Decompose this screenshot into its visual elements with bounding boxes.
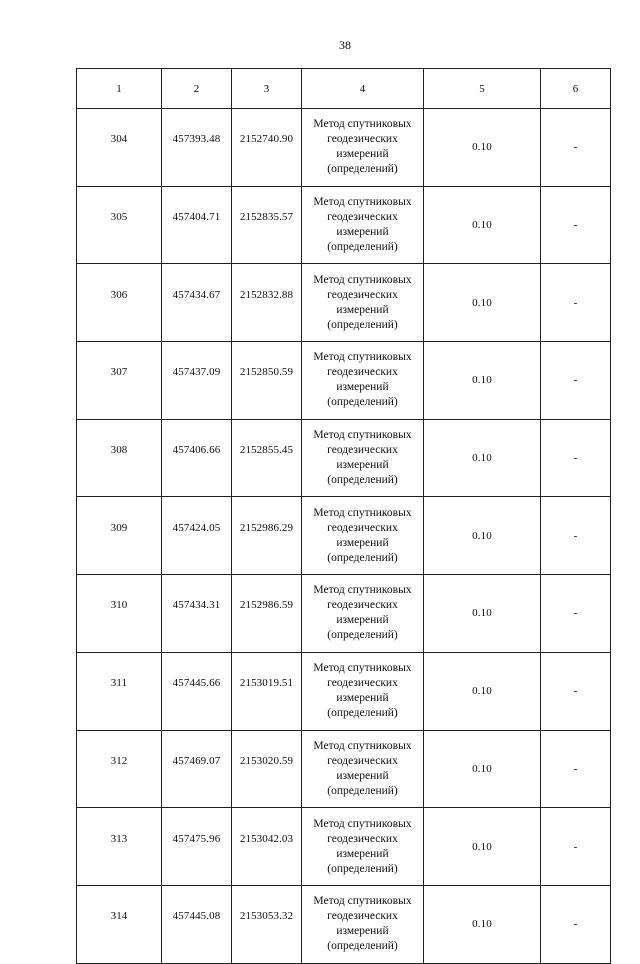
column-header-6: 6 xyxy=(541,69,611,109)
y-coordinate-cell: 2152740.90 xyxy=(232,109,302,187)
point-number-cell: 308 xyxy=(77,419,162,497)
table-body xyxy=(77,109,611,964)
table-row xyxy=(77,652,611,730)
description-cell: - xyxy=(541,109,611,187)
column-header-3: 3 xyxy=(232,69,302,109)
method-text: Метод спутниковых геодезических измерений (определений) xyxy=(313,118,412,176)
point-number-cell: 307 xyxy=(77,342,162,420)
x-coordinate-cell: 457469.07 xyxy=(162,730,232,808)
column-header-1: 1 xyxy=(77,69,162,109)
coordinates-table xyxy=(76,68,611,964)
y-coordinate-cell: 2153019.51 xyxy=(232,652,302,730)
description-cell: - xyxy=(541,264,611,342)
description-cell: - xyxy=(541,575,611,653)
method-cell xyxy=(302,109,424,187)
x-coordinate-cell: 457406.66 xyxy=(162,419,232,497)
x-coordinate-cell: 457404.71 xyxy=(162,186,232,264)
method-text: Метод спутниковых геодезических измерений (определений) xyxy=(313,662,412,720)
table-row xyxy=(77,808,611,886)
description-cell: - xyxy=(541,419,611,497)
method-text: Метод спутниковых геодезических измерений (определений) xyxy=(313,895,412,953)
description-cell: - xyxy=(541,342,611,420)
point-number-cell: 305 xyxy=(77,186,162,264)
column-header-4: 4 xyxy=(302,69,424,109)
table-row xyxy=(77,885,611,963)
point-number-cell: 311 xyxy=(77,652,162,730)
y-coordinate-cell: 2153042.03 xyxy=(232,808,302,886)
accuracy-cell: 0.10 xyxy=(424,342,541,420)
point-number-cell: 312 xyxy=(77,730,162,808)
description-cell: - xyxy=(541,885,611,963)
description-cell: - xyxy=(541,186,611,264)
y-coordinate-cell: 2153020.59 xyxy=(232,730,302,808)
x-coordinate-cell: 457424.05 xyxy=(162,497,232,575)
method-text: Метод спутниковых геодезических измерений (определений) xyxy=(313,273,412,331)
y-coordinate-cell: 2152986.29 xyxy=(232,497,302,575)
method-cell xyxy=(302,575,424,653)
point-number-cell: 313 xyxy=(77,808,162,886)
y-coordinate-cell: 2152832.88 xyxy=(232,264,302,342)
y-coordinate-cell: 2152855.45 xyxy=(232,419,302,497)
method-cell xyxy=(302,497,424,575)
method-cell xyxy=(302,730,424,808)
y-coordinate-cell: 2152835.57 xyxy=(232,186,302,264)
table-row xyxy=(77,109,611,187)
description-cell: - xyxy=(541,652,611,730)
x-coordinate-cell: 457475.96 xyxy=(162,808,232,886)
y-coordinate-cell: 2153053.32 xyxy=(232,885,302,963)
column-header-2: 2 xyxy=(162,69,232,109)
table-row xyxy=(77,264,611,342)
method-text: Метод спутниковых геодезических измерений (определений) xyxy=(313,351,412,409)
description-cell: - xyxy=(541,730,611,808)
x-coordinate-cell: 457434.31 xyxy=(162,575,232,653)
table-row xyxy=(77,419,611,497)
table-row xyxy=(77,342,611,420)
x-coordinate-cell: 457445.66 xyxy=(162,652,232,730)
method-cell xyxy=(302,342,424,420)
accuracy-cell: 0.10 xyxy=(424,808,541,886)
accuracy-cell: 0.10 xyxy=(424,264,541,342)
table-header-row xyxy=(77,69,611,109)
method-text: Метод спутниковых геодезических измерений (определений) xyxy=(313,584,412,642)
method-text: Метод спутниковых геодезических измерений (определений) xyxy=(313,196,412,254)
description-cell: - xyxy=(541,497,611,575)
method-cell xyxy=(302,419,424,497)
x-coordinate-cell: 457437.09 xyxy=(162,342,232,420)
table-row xyxy=(77,186,611,264)
x-coordinate-cell: 457434.67 xyxy=(162,264,232,342)
method-text: Метод спутниковых геодезических измерений (определений) xyxy=(313,429,412,487)
method-cell xyxy=(302,186,424,264)
table-row xyxy=(77,575,611,653)
method-cell xyxy=(302,808,424,886)
method-cell xyxy=(302,652,424,730)
accuracy-cell: 0.10 xyxy=(424,497,541,575)
accuracy-cell: 0.10 xyxy=(424,186,541,264)
accuracy-cell: 0.10 xyxy=(424,419,541,497)
accuracy-cell: 0.10 xyxy=(424,885,541,963)
point-number-cell: 310 xyxy=(77,575,162,653)
point-number-cell: 309 xyxy=(77,497,162,575)
point-number-cell: 304 xyxy=(77,109,162,187)
x-coordinate-cell: 457393.48 xyxy=(162,109,232,187)
point-number-cell: 314 xyxy=(77,885,162,963)
y-coordinate-cell: 2152986.59 xyxy=(232,575,302,653)
column-header-5: 5 xyxy=(424,69,541,109)
point-number-cell: 306 xyxy=(77,264,162,342)
method-text: Метод спутниковых геодезических измерений (определений) xyxy=(313,739,412,797)
accuracy-cell: 0.10 xyxy=(424,730,541,808)
x-coordinate-cell: 457445.08 xyxy=(162,885,232,963)
method-text: Метод спутниковых геодезических измерений (определений) xyxy=(313,506,412,564)
table-row xyxy=(77,730,611,808)
table-row xyxy=(77,497,611,575)
accuracy-cell: 0.10 xyxy=(424,575,541,653)
method-text: Метод спутниковых геодезических измерений (определений) xyxy=(313,817,412,875)
accuracy-cell: 0.10 xyxy=(424,652,541,730)
page-number: 38 xyxy=(339,38,351,52)
method-cell xyxy=(302,264,424,342)
method-cell xyxy=(302,885,424,963)
y-coordinate-cell: 2152850.59 xyxy=(232,342,302,420)
description-cell: - xyxy=(541,808,611,886)
accuracy-cell: 0.10 xyxy=(424,109,541,187)
